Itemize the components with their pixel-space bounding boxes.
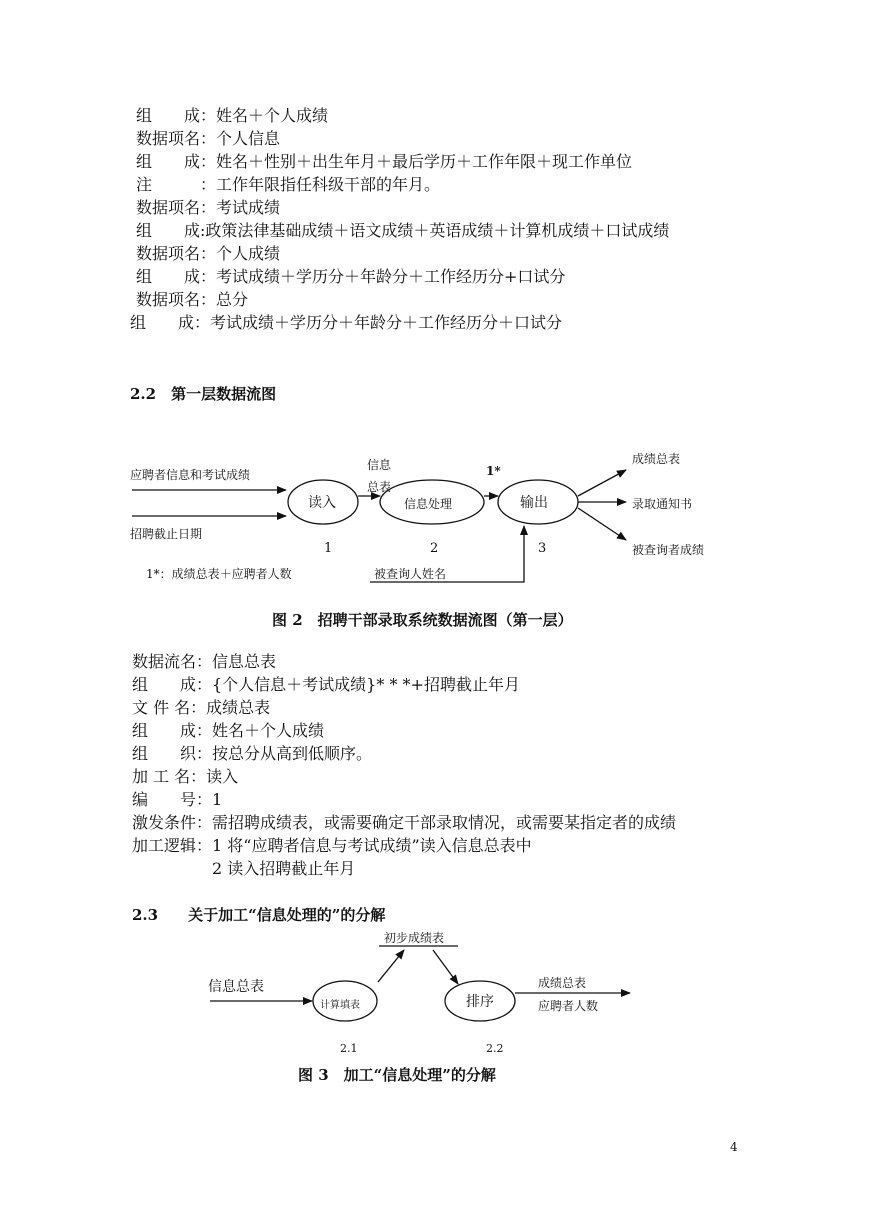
node-info-label: 信息处理 [404,497,453,511]
fig3-node-calc-label: 计算填表 [320,1000,360,1011]
section-heading-2-3: 2.3 关于加工“信息处理的”的分解 [132,906,386,924]
fig3-store-label: 初步成绩表 [384,931,445,945]
fig3-arrow-to-store [378,950,404,982]
dict-line: 数据项名：个人信息 [136,129,281,148]
dict-line: 加 工 名：读入 [132,767,239,786]
dict-line: 组 成：姓名＋个人成绩 [136,106,329,125]
node-number-3: 3 [538,541,547,556]
output-label-3: 被查询者成绩 [632,543,705,557]
dict-line: 组 成：考试成绩＋学历分＋年龄分＋工作经历分+口试分 [136,267,566,286]
node-number-2: 2 [430,541,439,556]
query-label: 被查询人姓名 [374,567,447,581]
fig3-node-sort-label: 排序 [466,994,494,1010]
dict-line: 组 成：姓名＋性别＋出生年月＋最后学历＋工作年限＋现工作单位 [136,152,633,171]
dict-line: 激发条件：需招聘成绩表，或需要确定干部录取情况，或需要某指定者的成绩 [132,813,677,832]
fig3-output-label-2: 应聘者人数 [538,999,599,1013]
dict-line: 数据项名：总分 [136,290,249,309]
figure-2-caption: 图 2 招聘干部录取系统数据流图（第一层） [272,611,573,629]
fig3-arrow-from-store [433,950,458,984]
dict-line: 编 号：1 [132,790,223,809]
dict-line: 数据项名：考试成绩 [136,198,281,217]
store-label-2: 总表 [367,480,392,494]
fig3-input-label: 信息总表 [208,979,264,995]
dict-line: 加工逻辑：1 将“应聘者信息与考试成绩”读入信息总表中 [132,836,532,855]
fig3-node-number-2: 2.2 [486,1042,504,1055]
dict-line: 数据流名：信息总表 [132,652,277,671]
store-label-1: 信息 [367,458,392,472]
output-label-1: 成绩总表 [632,452,681,466]
input-label-2: 招聘截止日期 [130,527,203,541]
dict-line: 2 读入招聘截止年月 [132,859,356,878]
figure-3-caption: 图 3 加工“信息处理”的分解 [298,1066,496,1084]
dict-line: 组 织：按总分从高到低顺序。 [132,744,373,763]
dict-line: 组 成：姓名＋个人成绩 [132,721,325,740]
dict-line: 组 成:政策法律基础成绩＋语文成绩＋英语成绩＋计算机成绩＋口试成绩 [136,221,670,240]
section-heading-2-2: 2.2 第一层数据流图 [130,385,277,403]
output-arrow-3 [578,508,626,540]
node-number-1: 1 [324,541,333,556]
page-number: 4 [730,1140,738,1154]
star-label: 1* [486,464,501,478]
dict-line: 组 成：考试成绩＋学历分＋年龄分＋工作经历分＋口试分 [130,313,563,332]
output-arrow-1 [578,470,626,496]
figure-note: 1*：成绩总表＋应聘者人数 [146,567,292,581]
input-label-1: 应聘者信息和考试成绩 [130,468,251,482]
dict-line: 注 ：工作年限指任科级干部的年月。 [136,175,441,194]
fig3-node-number-1: 2.1 [340,1042,358,1055]
dict-line: 数据项名：个人成绩 [136,244,281,263]
dict-line: 组 成：{个人信息＋考试成绩}* * *+招聘截止年月 [132,675,520,694]
dict-line: 文 件 名：成绩总表 [132,698,271,717]
fig3-output-label-1: 成绩总表 [538,976,587,990]
output-label-2: 录取通知书 [632,497,693,511]
node-output-label: 输出 [520,495,548,511]
node-read-label: 读入 [308,495,336,511]
